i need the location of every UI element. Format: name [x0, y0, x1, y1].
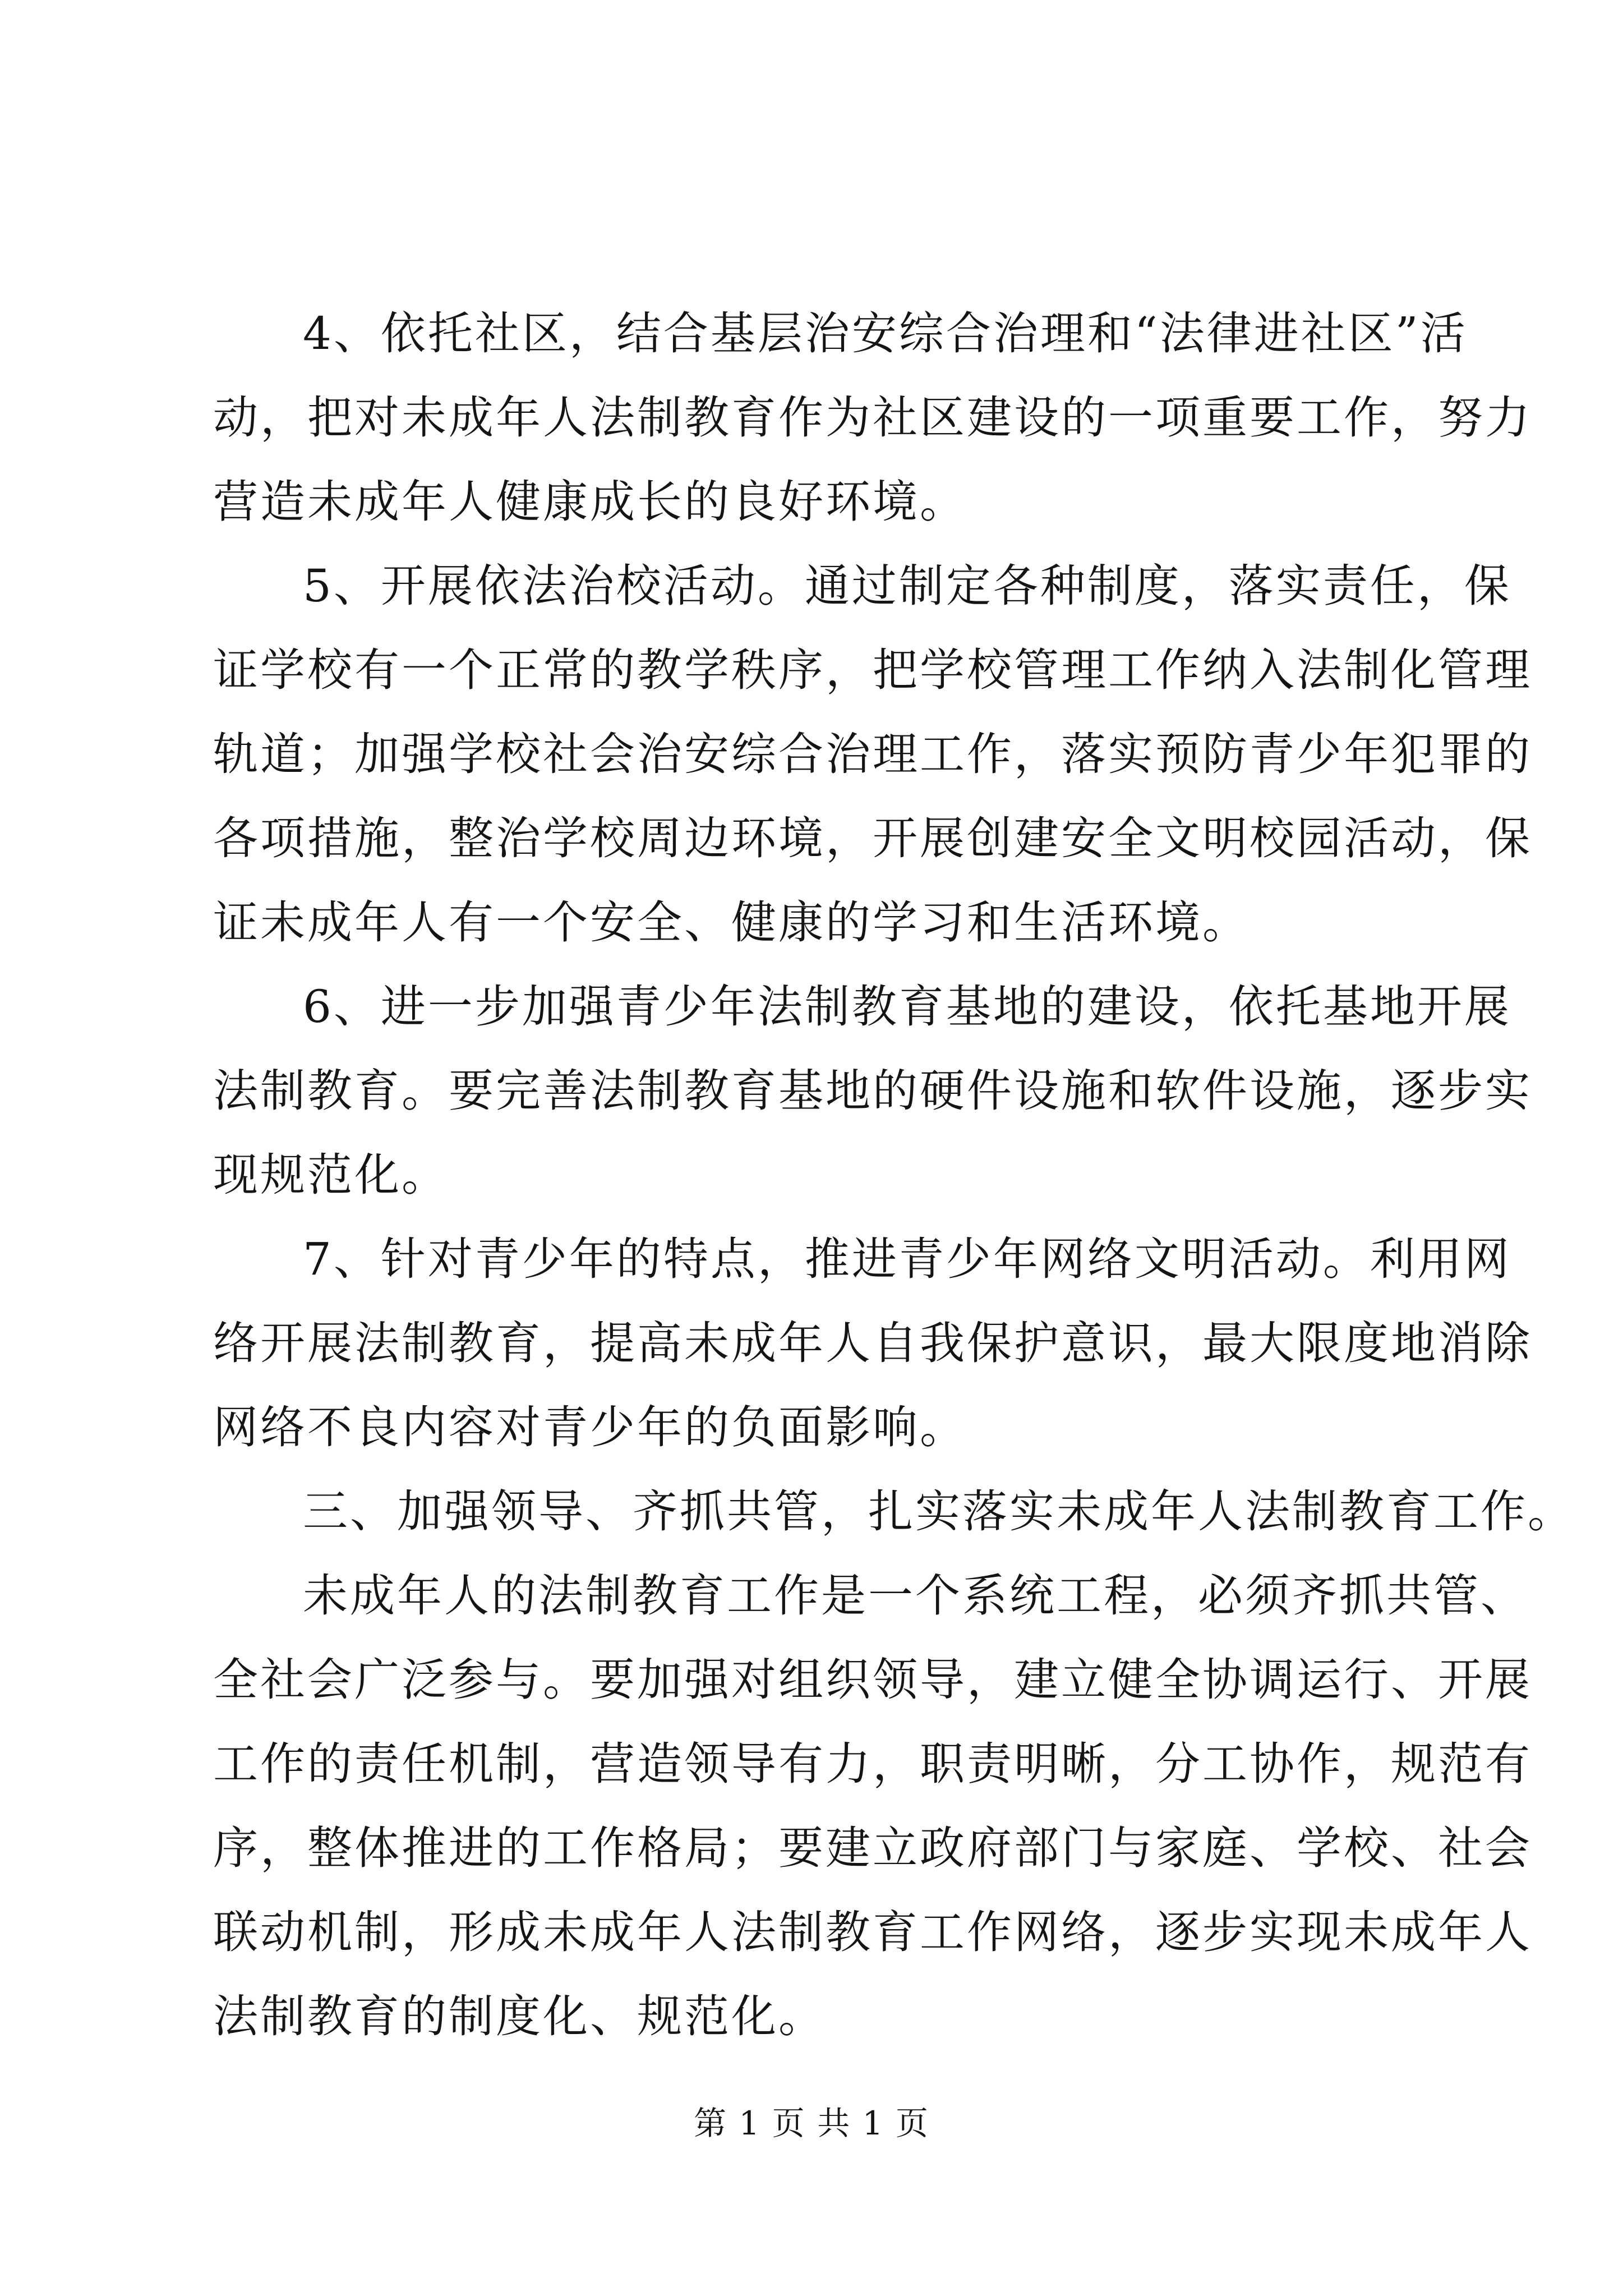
paragraph-line: 工作的责任机制，营造领导有力，职责明晰，分工协作，规范有 — [213, 1738, 1532, 1790]
paragraph-line: 联动机制，形成未成年人法制教育工作网络，逐步实现未成年人 — [213, 1906, 1532, 1958]
paragraph-line: 7、针对青少年的特点，推进青少年网络文明活动。利用网 — [303, 1233, 1511, 1285]
paragraph-line: 法制教育的制度化、规范化。 — [213, 1990, 826, 2042]
paragraph-line: 网络不良内容对青少年的负面影响。 — [213, 1401, 967, 1453]
paragraph-line: 4、依托社区，结合基层治安综合治理和“法律进社区”活 — [303, 307, 1468, 360]
paragraph-line: 营造未成年人健康成长的良好环境。 — [213, 476, 967, 528]
paragraph-item-5 — [213, 544, 1532, 965]
paragraph-line: 5、开展依法治校活动。通过制定各种制度，落实责任，保 — [303, 560, 1511, 612]
paragraph-line: 轨道；加强学校社会治安综合治理工作，落实预防青少年犯罪的 — [213, 728, 1532, 780]
document-body — [213, 292, 1575, 2059]
paragraph-line: 各项措施，整治学校周边环境，开展创建安全文明校园活动，保 — [213, 812, 1532, 864]
paragraph-line: 序，整体推进的工作格局；要建立政府部门与家庭、学校、社会 — [213, 1822, 1532, 1874]
paragraph-item-4 — [213, 292, 1532, 544]
paragraph-line: 未成年人的法制教育工作是一个系统工程，必须齐抓共管、 — [303, 1570, 1528, 1622]
paragraph-line: 现规范化。 — [213, 1149, 449, 1201]
paragraph-item-7 — [213, 1217, 1532, 1470]
section-heading-3 — [213, 1470, 1575, 1554]
paragraph-item-6 — [213, 965, 1532, 1217]
paragraph-line: 6、进一步加强青少年法制教育基地的建设，依托基地开展 — [303, 981, 1511, 1033]
page-footer: 第 1 页 共 1 页 — [694, 2104, 929, 2142]
paragraph-line: 动，把对未成年人法制教育作为社区建设的一项重要工作，努力 — [213, 392, 1532, 444]
paragraph-line: 法制教育。要完善法制教育基地的硬件设施和软件设施，逐步实 — [213, 1065, 1532, 1117]
section-heading-line: 三、加强领导、齐抓共管，扎实落实未成年人法制教育工作。 — [303, 1485, 1575, 1538]
paragraph-summary — [213, 1554, 1532, 2059]
paragraph-line: 证学校有一个正常的教学秩序，把学校管理工作纳入法制化管理 — [213, 644, 1532, 696]
paragraph-line: 全社会广泛参与。要加强对组织领导，建立健全协调运行、开展 — [213, 1654, 1532, 1706]
paragraph-line: 证未成年人有一个安全、健康的学习和生活环境。 — [213, 896, 1249, 949]
paragraph-line: 络开展法制教育，提高未成年人自我保护意识，最大限度地消除 — [213, 1317, 1532, 1369]
